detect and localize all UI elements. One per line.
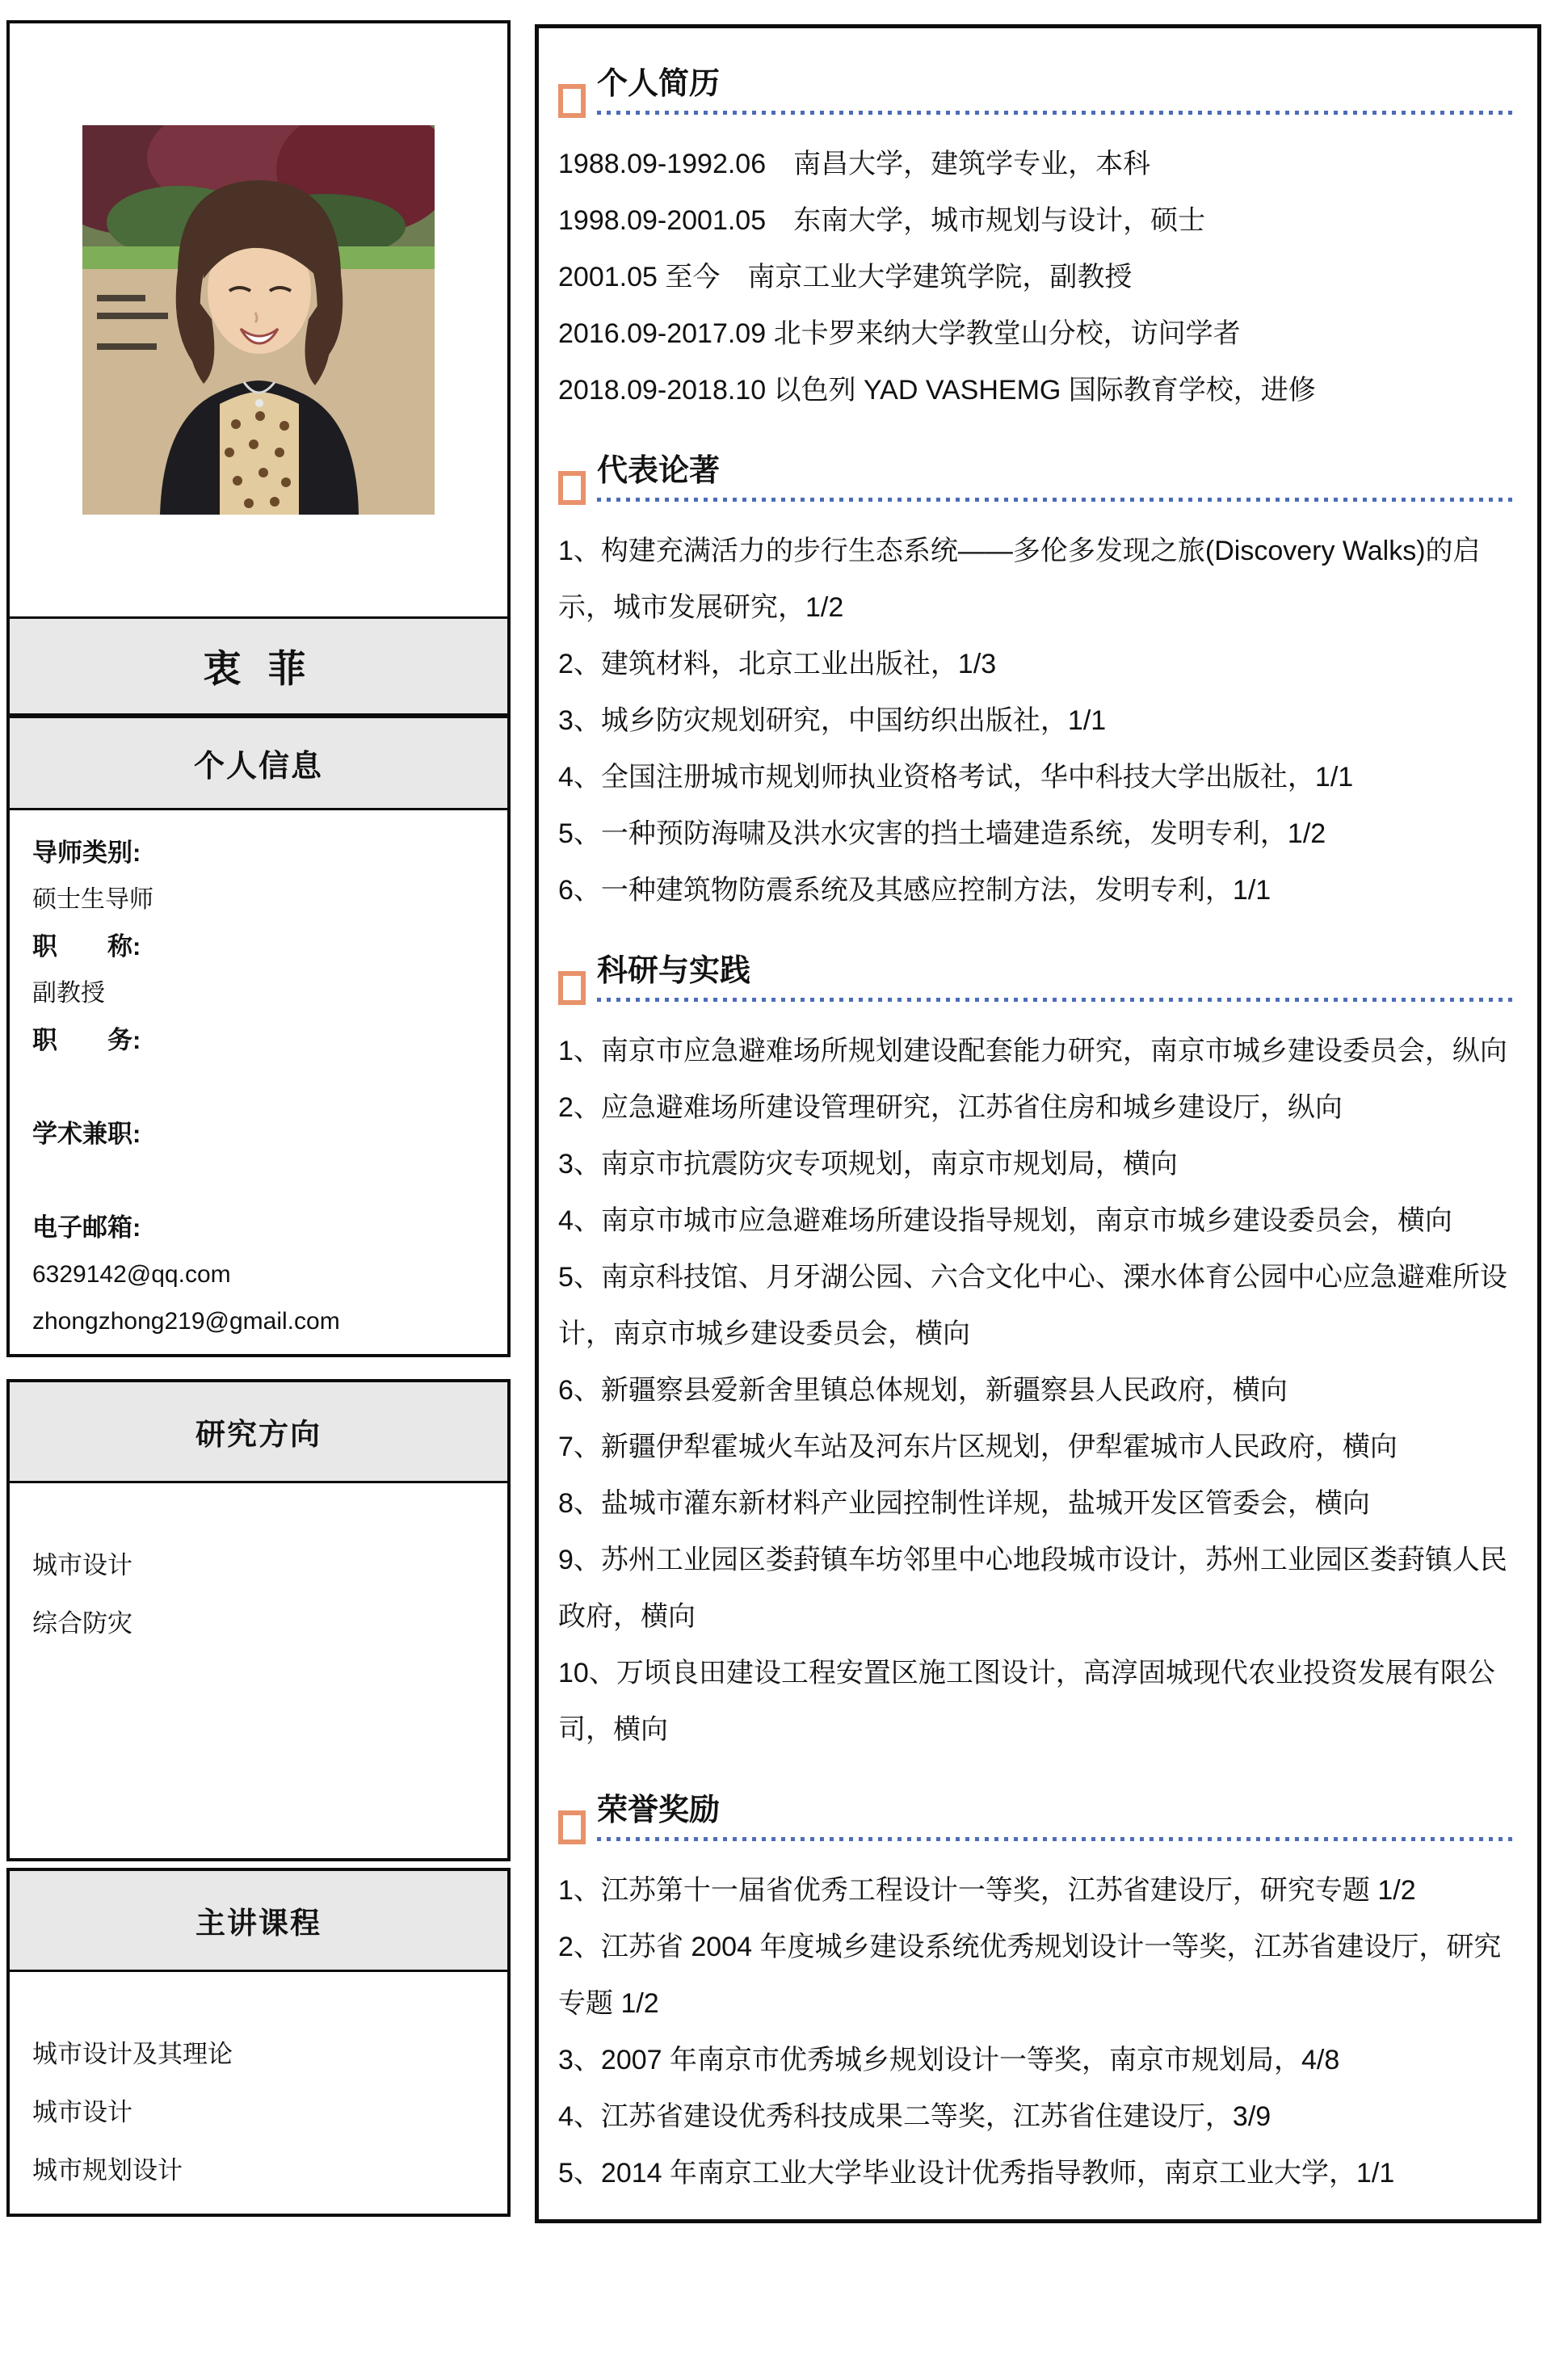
list-item: 4、南京市城市应急避难场所建设指导规划，南京市城乡建设委员会，横向 [558,1205,1452,1236]
research-direction-item: 城市设计 [32,1551,132,1579]
info-field-value: 硕士生导师 [32,886,153,913]
list-item: 2、建筑材料，北京工业出版社，1/3 [558,648,997,679]
list-item: 6、新疆察县爱新舍里镇总体规划，新疆察县人民政府，横向 [558,1374,1288,1406]
research-direction-box [6,1379,511,1861]
photo-section [10,23,507,616]
courses-title: 主讲课程 [195,1907,322,1940]
list-item: 3、2007 年南京市优秀城乡规划设计一等奖，南京市规划局，4/8 [558,2044,1340,2075]
list-item: 8、盐城市灌东新材料产业园控制性详规，盐城开发区管委会，横向 [558,1487,1370,1519]
list-item: 6、一种建筑物防震系统及其感应控制方法，发明专利，1/1 [558,874,1271,906]
list-item: 1、江苏第十一届省优秀工程设计一等奖，江苏省建设厅，研究专题 1/2 [558,1874,1416,1906]
section-title: 代表论著 [597,453,721,488]
courses-box [6,1868,511,2217]
list-item: 1998.09-2001.05 东南大学，城市规划与设计，硕士 [558,204,1206,236]
orange-square-icon [558,971,586,1005]
courses-header [10,1871,507,1970]
list-item: 4、全国注册城市规划师执业资格考试，华中科技大学出版社，1/1 [558,761,1354,793]
orange-square-icon [558,1810,586,1844]
info-field-empty [32,1064,485,1111]
section-header-profile [558,69,1516,115]
name-band [10,616,507,713]
section-profile [558,69,1516,418]
dotted-underline [597,1837,1516,1841]
section-header-research [558,953,1516,1002]
info-field-label: 学术兼职: [32,1120,141,1148]
course-item: 城市设计及其理论 [32,2040,233,2068]
section-items [558,136,1516,418]
orange-square-icon [558,471,586,505]
left-profile-box [6,20,511,1357]
section-header-main [597,1795,1516,1841]
list-item: 5、2014 年南京工业大学毕业设计优秀指导教师，南京工业大学，1/1 [558,2157,1395,2189]
info-field-label: 职 称: [32,932,141,961]
section-header-main [597,453,1516,502]
course-item: 城市规划设计 [32,2156,183,2184]
info-field-empty [32,1158,485,1205]
list-item: 3、城乡防灾规划研究，中国纺织出版社，1/1 [558,704,1107,736]
orange-square-icon [558,84,586,118]
person-name: 衷 菲 [203,647,314,690]
list-item: 2、江苏省 2004 年度城乡建设系统优秀规划设计一等奖，江苏省建设厅，研究专题 1/2 [558,1931,1502,2019]
section-title: 个人简历 [597,67,721,101]
list-item: 2、应急避难场所建设管理研究，江苏省住房和城乡建设厅，纵向 [558,1091,1343,1123]
section-header-publications [558,453,1516,502]
info-field-label: 导师类别: [32,839,141,867]
list-item: 5、一种预防海啸及洪水灾害的挡土墙建造系统，发明专利，1/2 [558,818,1326,849]
info-field-value: 6329142@qq.com [32,1261,231,1288]
list-item: 1988.09-1992.06 南昌大学，建筑学专业，本科 [558,148,1151,179]
list-item: 10、万顷良田建设工程安置区施工图设计，高淳固城现代农业投资发展有限公司，横向 [558,1657,1495,1745]
section-header-awards [558,1795,1516,1841]
section-items [558,1862,1516,2201]
section-header-main [597,69,1516,115]
list-item: 2001.05 至今 南京工业大学建筑学院，副教授 [558,261,1133,292]
section-research [558,953,1516,1758]
list-item: 9、苏州工业园区娄葑镇车坊邻里中心地段城市设计，苏州工业园区娄葑镇人民政府，横向 [558,1544,1507,1632]
personal-info-fields [10,808,507,1354]
list-item: 1、构建充满活力的步行生态系统——多伦多发现之旅(Discovery Walks)的启示，城市发展研究，1/2 [558,535,1481,623]
profile-photo-image [82,125,435,515]
section-title: 荣誉奖励 [597,1793,721,1827]
section-publications [558,453,1516,919]
info-field-label: 职 务: [32,1026,141,1054]
info-field-value: 副教授 [32,980,105,1007]
list-item: 5、南京科技馆、月牙湖公园、六合文化中心、溧水体育公园中心应急避难所设计，南京市城乡建设委员会，横向 [558,1261,1507,1349]
section-title: 科研与实践 [597,953,751,988]
dotted-underline [597,498,1516,502]
research-direction-list [10,1481,507,1858]
research-direction-item: 综合防灾 [32,1609,132,1638]
list-item: 3、南京市抗震防灾专项规划，南京市规划局，横向 [558,1148,1178,1179]
list-item: 1、南京市应急避难场所规划建设配套能力研究，南京市城乡建设委员会，纵向 [558,1035,1507,1066]
info-field-label: 电子邮箱: [32,1213,141,1242]
list-item: 4、江苏省建设优秀科技成果二等奖，江苏省住建设厅，3/9 [558,2100,1271,2132]
personal-info-title: 个人信息 [193,750,323,784]
course-item: 城市设计 [32,2098,132,2126]
courses-list [10,1970,507,2214]
section-header-main [597,953,1516,1002]
list-item: 2016.09-2017.09 北卡罗来纳大学教堂山分校，访问学者 [558,317,1241,349]
personal-info-header [10,713,507,808]
research-direction-header [10,1382,507,1481]
section-awards [558,1795,1516,2201]
main-content-box [535,24,1541,2223]
list-item: 2018.09-2018.10 以色列 YAD VASHEMG 国际教育学校，进修 [558,374,1316,406]
info-field-value: zhongzhong219@gmail.com [32,1308,340,1335]
section-items [558,523,1516,919]
profile-photo [82,125,435,515]
section-items [558,1023,1516,1758]
dotted-underline [597,998,1516,1002]
research-direction-title: 研究方向 [195,1418,322,1451]
dotted-underline [597,111,1516,115]
list-item: 7、新疆伊犁霍城火车站及河东片区规划，伊犁霍城市人民政府，横向 [558,1431,1398,1462]
